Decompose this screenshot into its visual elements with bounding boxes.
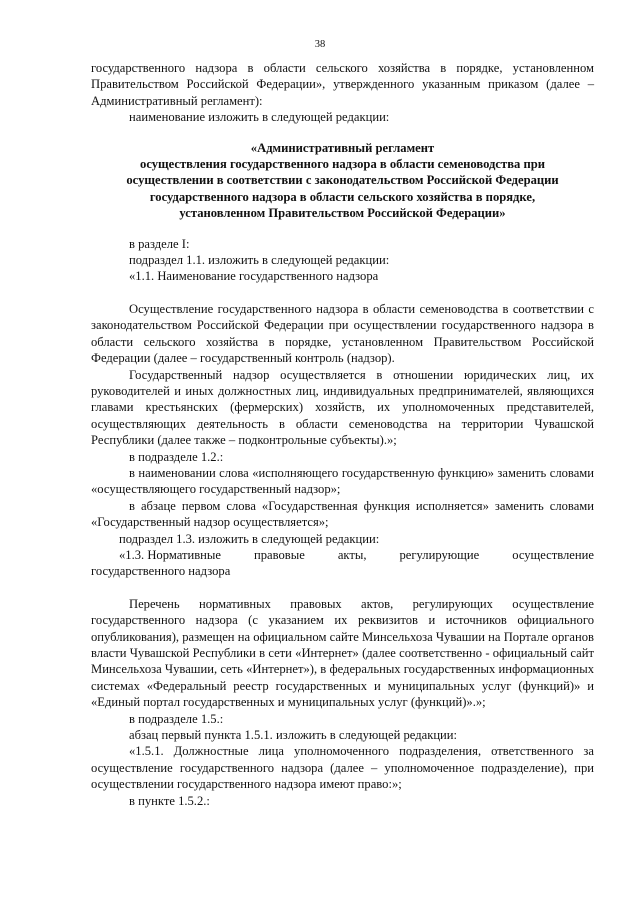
document-body: [91, 60, 594, 809]
paragraph: «1.5.1. Должностные лица уполномоченного подразделения, ответственного за осуществление государственного надзора (далее – уполномоченное подразделение), при осуществлении государственного надзора имеют право:»;: [91, 744, 594, 792]
paragraph: Государственный надзор осуществляется в отношении юридических лиц, их руководителей и иных должностных лиц, индивидуальных предпринимателей, являющихся главами крестьянских (фермерских) хозяйств, их уполномоченных представителей, осуществляющих деятельность в области семеноводства на территории Чувашской Республики (далее также – подконтрольные субъекты).»;: [91, 367, 594, 448]
paragraph: подраздел 1.3. изложить в следующей редакции:: [119, 531, 380, 546]
paragraph: абзац первый пункта 1.5.1. изложить в следующей редакции:: [129, 728, 458, 743]
title-line: осуществлении в соответствии с законодательством Российской Федерации: [126, 173, 559, 188]
heading-continuation: государственного надзора: [91, 564, 231, 579]
paragraph: в подразделе 1.5.:: [129, 711, 224, 726]
heading-word: акты,: [337, 547, 367, 562]
heading-word: регулирующие: [399, 547, 480, 562]
paragraph: в абзаце первом слова «Государственная функция исполняется» заменить словами «Государственный надзор осуществляется»;: [91, 498, 594, 530]
title-line: установленном Правительством Российской Федерации»: [179, 206, 506, 221]
heading-word: «1.3. Нормативные: [119, 547, 221, 562]
subsection-heading: «1.1. Наименование государственного надзора: [129, 269, 379, 284]
intro-paragraph: государственного надзора в области сельского хозяйства в порядке, установленном Правительством Российской Федерации», утвержденного указанным приказом (далее – Административный регламент):: [91, 61, 594, 108]
title-line: осуществления государственного надзора в области семеноводства при: [140, 157, 545, 172]
subsection-instruction: подраздел 1.1. изложить в следующей редакции:: [129, 253, 390, 268]
section-ref: в разделе I:: [129, 236, 190, 251]
paragraph: в подразделе 1.2.:: [129, 449, 224, 464]
page-number: 38: [314, 39, 326, 50]
intro-instruction: наименование изложить в следующей редакции:: [129, 110, 390, 125]
heading-word: правовые: [254, 547, 305, 562]
title-line: государственного надзора в области сельского хозяйства в порядке,: [149, 189, 536, 204]
paragraph: Перечень нормативных правовых актов, регулирующих осуществление государственного надзора (с указанием их реквизитов и источников официального опубликования), размещен на официальном сайте Минсельхоза Чувашии на Портале органов власти Чувашской Республики в сети «Интернет» (далее соответственно - официальный сайт Минсельхоза Чувашии, сеть «Интернет»), в федеральных государственных информационных системах «Федеральный реестр государственных и муниципальных услуг (функций)» и «Единый портал государственных и муниципальных услуг (функций)».»;: [91, 596, 594, 710]
title-line: «Административный регламент: [250, 140, 435, 155]
heading-word: осуществление: [512, 547, 594, 562]
subsection-heading-1-3: [91, 547, 594, 563]
regulation-title: [91, 140, 594, 222]
paragraph: Осуществление государственного надзора в области семеноводства в соответствии с законодательством Российской Федерации при осуществлении государственного надзора в области сельского хозяйства в порядке, установленном Правительством Российской Федерации (далее – государственный контроль (надзор).: [91, 301, 594, 366]
paragraph: в пункте 1.5.2.:: [129, 793, 210, 808]
paragraph: в наименовании слова «исполняющего государственную функцию» заменить словами «осуществляющего государственный надзор»;: [91, 465, 594, 497]
